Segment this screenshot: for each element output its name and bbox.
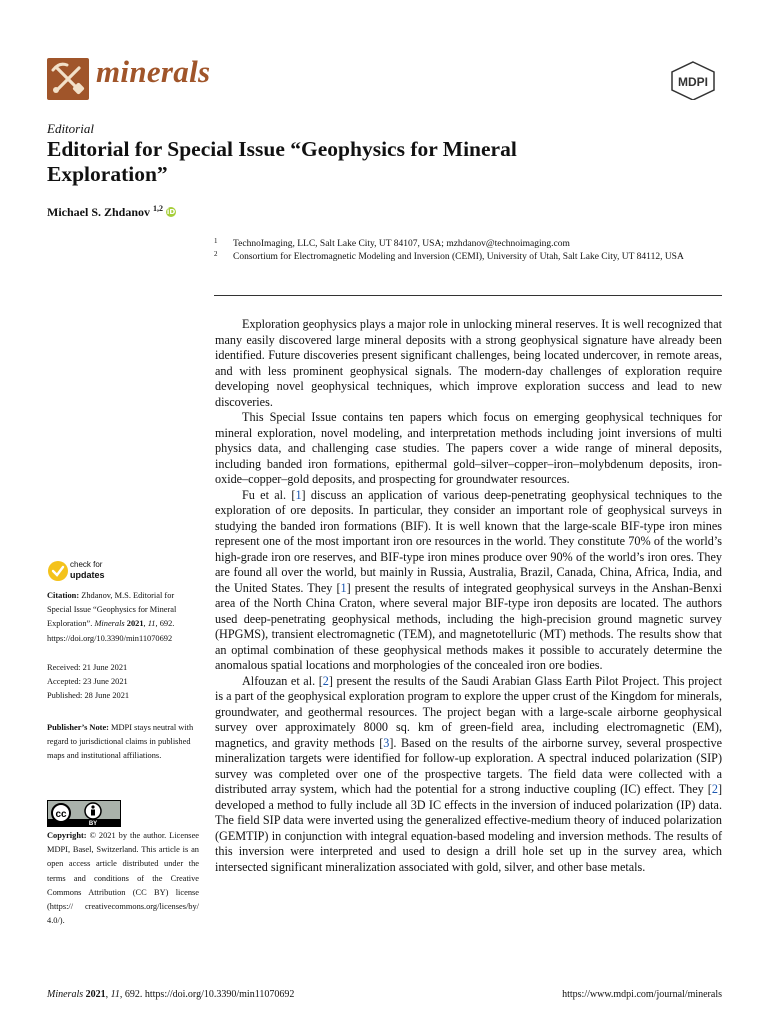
footer-citation: Minerals 2021, 11, 692. https://doi.org/10.3390/min11070692 [47,989,295,1000]
accepted-date: Accepted: 23 June 2021 [47,677,128,687]
footer-journal-url[interactable]: https://www.mdpi.com/journal/minerals [562,989,722,1000]
author-name: Michael S. Zhdanov [47,205,151,219]
orcid-icon[interactable]: iD [166,208,176,216]
cc-by-license-icon[interactable] [47,800,121,827]
ref-link-3[interactable]: 3 [383,735,390,750]
article-title: Editorial for Special Issue “Geophysics for Mineral Exploration” [47,137,517,186]
svg-text:cc: cc [55,809,67,820]
author-line [47,204,176,220]
article-body [215,317,722,875]
mdpi-logo [667,60,719,100]
citation-block: Citation: Zhdanov, M.S. Editorial for Special Issue “Geophysics for Mineral Exploration”. Minerals 2021, 11, 692. https://doi.org/10.3390/min11070692 [47,591,177,643]
journal-logo [47,58,89,100]
paragraph-1: Exploration geophysics plays a major role in unlocking mineral reserves. It is well recognized that many easily discovered large mineral deposits with a strong geophysical signature have already been identified. Future discoveries present significant challenges, being located undercover, in remote areas, and with less prominent geophysical signals. The modern-day challenges of exploration require developing novel geophysical techniques, which improve exploration success and lead to new discoveries. [215,317,722,409]
header-divider [214,295,722,296]
ref-link-1[interactable]: 1 [295,487,302,502]
ref-link-1b[interactable]: 1 [340,580,347,595]
pickaxe-shovel-icon [47,58,89,100]
paragraph-2: This Special Issue contains ten papers which focus on emerging geophysical techniques for mineral exploration, novel modeling, and interpretation methods including joint inversions of multi physics data, and challenging case studies. The papers cover a wide range of mineral deposits, including banded iron formations, epithermal gold–silver–copper–iron–molybdenum deposits, iron-oxide–copper–gold deposits, and prospecting for groundwater resources. [215,410,722,486]
published-date: Published: 28 June 2021 [47,691,130,701]
article-type: Editorial [47,121,94,136]
copyright-block: Copyright: © 2021 by the author. Licensee MDPI, Basel, Switzerland. This article is an open access article distributed under the terms and conditions of the Creative Commons Attribution (CC BY) license (https:// creativecommons.org/licenses/by/ 4.0/). [47,831,200,926]
affiliation-2: 2 Consortium for Electromagnetic Modeling and Inversion (CEMI), University of Utah, Salt Lake City, UT 84112, USA [214,250,684,262]
publishers-note: Publisher’s Note: MDPI stays neutral with regard to jurisdictional claims in published maps and institutional affiliations. [47,723,194,761]
affiliation-1: 1 TechnoImaging, LLC, Salt Lake City, UT 84107, USA; mzhdanov@technoimaging.com [214,237,570,249]
publisher-name: MDPI [678,75,708,89]
journal-name: minerals [96,54,211,89]
received-date: Received: 21 June 2021 [47,663,128,672]
check-for-updates-text[interactable]: check for updates [70,560,105,580]
citation-doi-link[interactable]: https://doi.org/10.3390/min11070692 [47,633,173,643]
ref-link-2b[interactable]: 2 [711,782,718,796]
author-affiliation-sup: 1,2 [153,204,164,213]
svg-text:BY: BY [88,821,98,827]
paragraph-3: Fu et al. [1] discuss an application of various deep-penetrating geophysical techniques to the exploration of ore deposits. In particular, they consider an important role of geophysical surveys in studying the banded iron formations (BIF). It is well known that the large-scale BIF-type iron mines represent one of the most important iron ore resources in the world. They constitute 70% of the world’s high-grade iron ore reserves, and BIF-type iron mines produce over 90% of the world’s iron ores. They are found all over the world, but mainly in Russia, Australia, Brazil, Canada, China, Africa, India, and the United States. They [1] present the results of integrated geophysical surveys in the Anshan-Benxi area of the North China Craton, where several major BIF-type iron deposits are located. The authors used deep-penetrating geophysical methods, including the high-precision ground magnetic survey (HPGMS), transient electromagnetic (TEM), and magnetotelluric (MT) methods. The results show that an optimal combination of these geophysical methods makes it possible to accurately determine the anomalous spatial locations and morphologies of the concealed iron ore bodies. [215,487,722,672]
paragraph-4: Alfouzan et al. [2] present the results of the Saudi Arabian Glass Earth Pilot Project. This project is a part of the geophysical exploration program to explore the upper crust of the Kingdom for minerals, groundwater, and geothermal resources. The project began with a large-scale airborne geophysical survey over approximately 8000 sq. km of green-field area, including electromagnetic (EM), magnetics, and gravity methods [3]. Based on the results of the airborne survey, several prospective mineralization targets were identified for follow-up exploration. A spectral induced polarization (SIP) survey was completed over one of the prospective targets. The field data were collected with a distributed array system, which had the potential for a strong inductive coupling (IC) effect. They [2] developed a method to fully include all 3D IC effects in the inversion of induced polarization (IP) data. The field SIP data were inverted using the generalized effective-medium theory of induced polarization (GEMTIP) in conjunction with integral equation-based modeling and inversion methods. The results of this inversion were interpreted and used to design a drill hole set up in the survey area, which intersected significant mineralization associated with gold, silver, and other base metals. [215,673,722,874]
ref-link-2[interactable]: 2 [322,673,329,688]
dates-block [47,661,199,704]
